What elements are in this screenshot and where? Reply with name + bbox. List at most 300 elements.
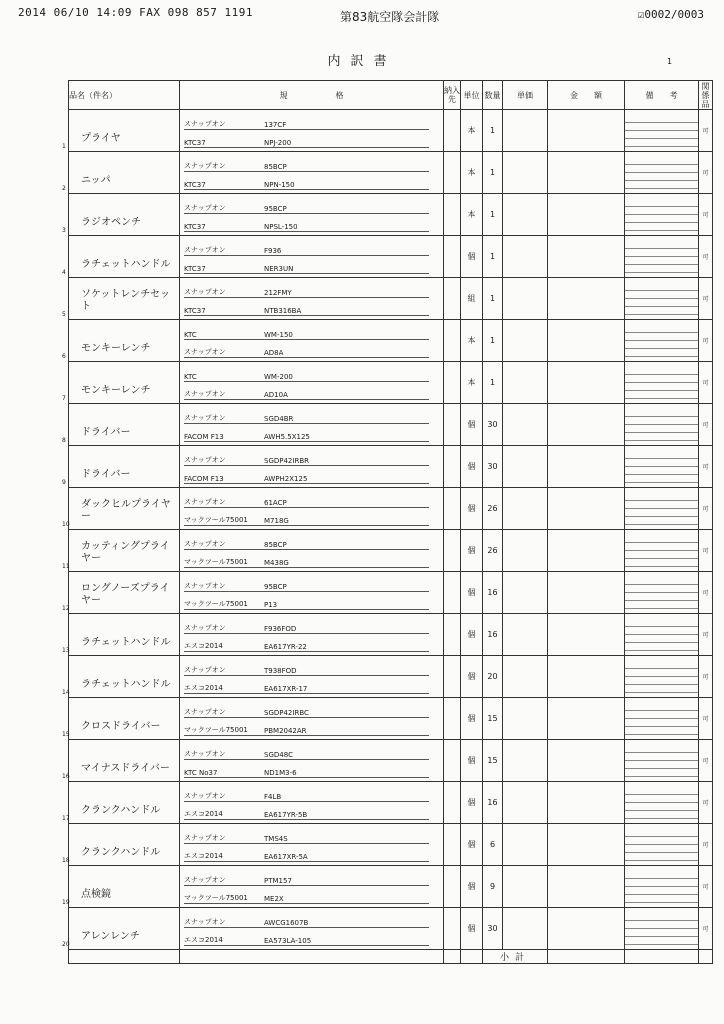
item-price-cell	[503, 320, 548, 362]
item-qty: 16	[483, 572, 503, 614]
item-name: モンキーレンチ	[81, 385, 151, 396]
item-number: 4	[62, 269, 66, 276]
item-price-cell	[503, 740, 548, 782]
item-spec-cell	[180, 362, 444, 404]
item-name: アレンレンチ	[81, 931, 140, 942]
item-name-cell	[62, 236, 180, 278]
table-row	[69, 866, 713, 908]
item-name-cell	[62, 110, 180, 152]
item-note-cell	[625, 404, 699, 446]
item-unit: 本	[461, 152, 483, 194]
item-name-cell	[62, 488, 180, 530]
item-number: 5	[62, 311, 66, 318]
item-remark: 可	[699, 908, 713, 950]
item-name-cell	[62, 740, 180, 782]
spec-line	[184, 384, 429, 400]
item-name: クロスドライバー	[81, 721, 161, 732]
spec-maker: KTC37	[184, 307, 206, 315]
item-note-cell	[625, 110, 699, 152]
item-name: ラチェットハンドル	[81, 679, 171, 690]
item-name-cell	[62, 908, 180, 950]
item-number: 19	[62, 899, 70, 906]
item-spec-cell	[180, 908, 444, 950]
item-number: 16	[62, 773, 70, 780]
item-qty: 1	[483, 152, 503, 194]
item-remark: 可	[699, 656, 713, 698]
spec-line	[184, 846, 429, 862]
item-name-cell	[62, 152, 180, 194]
spec-model: 85BCP	[264, 541, 287, 549]
item-spec-cell	[180, 320, 444, 362]
item-number: 3	[62, 227, 66, 234]
item-qty: 15	[483, 698, 503, 740]
item-number: 14	[62, 689, 70, 696]
item-name: ニッパ	[81, 175, 111, 186]
item-note-cell	[625, 320, 699, 362]
item-note-cell	[625, 656, 699, 698]
table-row	[69, 908, 713, 950]
header-note: 備 考	[625, 81, 699, 110]
spec-maker: スナップオン	[184, 918, 226, 926]
spec-maker: スナップオン	[184, 456, 226, 464]
item-amount-cell	[548, 698, 625, 740]
item-unit: 個	[461, 908, 483, 950]
item-origin-cell	[444, 278, 461, 320]
spec-model: NER3UN	[264, 265, 294, 273]
spec-maker: エスコ2014	[184, 852, 223, 860]
item-origin-cell	[444, 488, 461, 530]
page-number: 1	[667, 57, 673, 66]
item-note-cell	[625, 488, 699, 530]
item-name-cell	[62, 614, 180, 656]
header-qty: 数量	[483, 81, 503, 110]
item-price-cell	[503, 908, 548, 950]
spec-model: EA617XR-5A	[264, 853, 308, 861]
item-unit: 個	[461, 572, 483, 614]
item-price-cell	[503, 404, 548, 446]
subtotal-row	[69, 950, 713, 964]
item-amount-cell	[548, 320, 625, 362]
spec-maker: KTC37	[184, 223, 206, 231]
spec-line	[184, 552, 429, 568]
spec-maker: スナップオン	[184, 540, 226, 548]
item-remark: 可	[699, 404, 713, 446]
spec-model: T938FOD	[264, 667, 297, 675]
item-spec-cell	[180, 614, 444, 656]
item-remark: 可	[699, 614, 713, 656]
spec-line	[184, 240, 429, 256]
spec-maker: マックツール75001	[184, 600, 248, 608]
spec-model: AWCG1607B	[264, 919, 309, 927]
spec-line	[184, 426, 429, 442]
spec-maker: スナップオン	[184, 498, 226, 506]
item-origin-cell	[444, 782, 461, 824]
spec-line	[184, 366, 429, 382]
spec-line	[184, 618, 429, 634]
item-name: ソケットレンチセット	[81, 289, 170, 312]
item-price-cell	[503, 572, 548, 614]
table-row	[69, 110, 713, 152]
item-price-cell	[503, 614, 548, 656]
item-unit: 個	[461, 530, 483, 572]
item-note-cell	[625, 698, 699, 740]
item-name: ラチェットハンドル	[81, 259, 171, 270]
spec-model: ND1M3-6	[264, 769, 297, 777]
spec-maker: エスコ2014	[184, 810, 223, 818]
item-number: 7	[62, 395, 66, 402]
table-row	[69, 824, 713, 866]
spec-maker: スナップオン	[184, 708, 226, 716]
item-name: マイナスドライバー	[81, 763, 170, 774]
item-remark: 可	[699, 530, 713, 572]
spec-line	[184, 636, 429, 652]
spec-maker: スナップオン	[184, 414, 226, 422]
spec-maker: スナップオン	[184, 834, 226, 842]
item-remark: 可	[699, 110, 713, 152]
spec-line	[184, 510, 429, 526]
spec-model: SGDP42IRBC	[264, 709, 309, 717]
spec-line	[184, 678, 429, 694]
spec-line	[184, 492, 429, 508]
item-spec-cell	[180, 656, 444, 698]
item-origin-cell	[444, 320, 461, 362]
spec-model: TMS4S	[264, 835, 288, 843]
spec-model: EA573LA-105	[264, 937, 312, 945]
spec-maker: KTC	[184, 373, 197, 381]
spec-line	[184, 114, 429, 130]
item-origin-cell	[444, 614, 461, 656]
item-unit: 個	[461, 614, 483, 656]
item-price-cell	[503, 824, 548, 866]
spec-line	[184, 744, 429, 760]
spec-model: EA617YR-22	[264, 643, 307, 651]
item-name-cell	[62, 446, 180, 488]
item-name: ドライバー	[81, 469, 131, 480]
spec-maker: FACOM F13	[184, 433, 224, 441]
item-origin-cell	[444, 446, 461, 488]
item-spec-cell	[180, 782, 444, 824]
item-remark: 可	[699, 824, 713, 866]
item-name: ラジオペンチ	[81, 217, 141, 228]
item-remark: 可	[699, 152, 713, 194]
spec-model: AD8A	[264, 349, 284, 357]
spec-maker: スナップオン	[184, 390, 226, 398]
item-qty: 1	[483, 194, 503, 236]
spec-model: EA617XR-17	[264, 685, 308, 693]
item-origin-cell	[444, 194, 461, 236]
table-row	[69, 320, 713, 362]
spec-model: EA617YR-5B	[264, 811, 308, 819]
spec-line	[184, 576, 429, 592]
item-number: 9	[62, 479, 66, 486]
item-name-cell	[62, 698, 180, 740]
item-amount-cell	[548, 782, 625, 824]
item-qty: 16	[483, 614, 503, 656]
item-price-cell	[503, 782, 548, 824]
item-amount-cell	[548, 446, 625, 488]
spec-model: AWH5.5X125	[264, 433, 310, 441]
item-note-cell	[625, 866, 699, 908]
item-number: 10	[62, 521, 70, 528]
spec-model: F936	[264, 247, 282, 255]
spec-maker: KTC No37	[184, 769, 218, 777]
item-origin-cell	[444, 152, 461, 194]
item-origin-cell	[444, 866, 461, 908]
table-row	[69, 194, 713, 236]
page-counter-text: 0002/0003	[644, 8, 704, 21]
item-origin-cell	[444, 824, 461, 866]
item-number: 17	[62, 815, 70, 822]
spec-maker: スナップオン	[184, 120, 226, 128]
item-remark: 可	[699, 236, 713, 278]
spec-model: F4LB	[264, 793, 282, 801]
item-note-cell	[625, 530, 699, 572]
spec-line	[184, 408, 429, 424]
item-origin-cell	[444, 362, 461, 404]
spec-model: P13	[264, 601, 278, 609]
item-price-cell	[503, 488, 548, 530]
item-number: 18	[62, 857, 70, 864]
item-number: 8	[62, 437, 66, 444]
table-row	[69, 362, 713, 404]
header-remark: 関係品	[699, 81, 713, 110]
spec-maker: マックツール75001	[184, 516, 248, 524]
table-row	[69, 656, 713, 698]
item-name: プライヤ	[81, 133, 121, 144]
item-unit: 個	[461, 698, 483, 740]
spec-maker: マックツール75001	[184, 726, 248, 734]
item-number: 20	[62, 941, 70, 948]
spec-maker: スナップオン	[184, 348, 226, 356]
spec-maker: エスコ2014	[184, 684, 223, 692]
item-remark: 可	[699, 320, 713, 362]
item-unit: 本	[461, 320, 483, 362]
table-row	[69, 446, 713, 488]
spec-model: PTM157	[264, 877, 292, 885]
spec-maker: KTC37	[184, 265, 206, 273]
item-qty: 16	[483, 782, 503, 824]
item-name-cell	[62, 530, 180, 572]
item-spec-cell	[180, 404, 444, 446]
spec-line	[184, 702, 429, 718]
spec-maker: FACOM F13	[184, 475, 224, 483]
table-row	[69, 152, 713, 194]
item-note-cell	[625, 152, 699, 194]
spec-line	[184, 300, 429, 316]
spec-line	[184, 804, 429, 820]
spec-maker: KTC37	[184, 139, 206, 147]
item-name: ダックヒルプライヤー	[81, 499, 171, 522]
spec-line	[184, 660, 429, 676]
item-name: クランクハンドル	[81, 847, 161, 858]
item-spec-cell	[180, 824, 444, 866]
table-row	[69, 572, 713, 614]
item-remark: 可	[699, 572, 713, 614]
item-spec-cell	[180, 530, 444, 572]
item-remark: 可	[699, 782, 713, 824]
item-spec-cell	[180, 236, 444, 278]
spec-line	[184, 216, 429, 232]
item-amount-cell	[548, 152, 625, 194]
item-price-cell	[503, 110, 548, 152]
spec-maker: KTC	[184, 331, 197, 339]
item-name-cell	[62, 824, 180, 866]
spec-model: NPSL-150	[264, 223, 298, 231]
item-number: 12	[62, 605, 70, 612]
table-row	[69, 698, 713, 740]
item-amount-cell	[548, 236, 625, 278]
item-spec-cell	[180, 152, 444, 194]
document-title: 内訳書	[327, 54, 397, 69]
spec-line	[184, 156, 429, 172]
item-spec-cell	[180, 488, 444, 530]
spec-model: ME2X	[264, 895, 284, 903]
item-amount-cell	[548, 656, 625, 698]
item-amount-cell	[548, 824, 625, 866]
item-origin-cell	[444, 404, 461, 446]
item-price-cell	[503, 194, 548, 236]
item-note-cell	[625, 446, 699, 488]
item-amount-cell	[548, 614, 625, 656]
spec-model: AD10A	[264, 391, 288, 399]
item-number: 15	[62, 731, 70, 738]
spec-line	[184, 930, 429, 946]
item-name-cell	[62, 572, 180, 614]
spec-line	[184, 534, 429, 550]
fax-header-line: 2014 06/10 14:09 FAX 098 857 1191	[18, 6, 254, 19]
item-note-cell	[625, 362, 699, 404]
item-name-cell	[62, 194, 180, 236]
item-qty: 30	[483, 404, 503, 446]
spec-maker: マックツール75001	[184, 894, 248, 902]
item-note-cell	[625, 278, 699, 320]
table-row	[69, 740, 713, 782]
spec-model: NPN-150	[264, 181, 295, 189]
spec-line	[184, 282, 429, 298]
organization-name: 第83航空隊会計隊	[340, 10, 440, 24]
item-qty: 1	[483, 110, 503, 152]
item-qty: 1	[483, 278, 503, 320]
spec-model: 212FMY	[264, 289, 292, 297]
fax-check-icon: ☑	[637, 8, 645, 21]
spec-model: 61ACP	[264, 499, 287, 507]
item-note-cell	[625, 194, 699, 236]
item-name-cell	[62, 656, 180, 698]
spec-maker: エスコ2014	[184, 936, 223, 944]
item-unit: 個	[461, 236, 483, 278]
item-name-cell	[62, 782, 180, 824]
item-number: 13	[62, 647, 70, 654]
spec-line	[184, 828, 429, 844]
item-amount-cell	[548, 194, 625, 236]
item-origin-cell	[444, 110, 461, 152]
item-spec-cell	[180, 740, 444, 782]
spec-model: M718G	[264, 517, 289, 525]
item-unit: 個	[461, 656, 483, 698]
spec-line	[184, 888, 429, 904]
item-unit: 本	[461, 110, 483, 152]
item-spec-cell	[180, 698, 444, 740]
table-row	[69, 404, 713, 446]
table-row	[69, 614, 713, 656]
item-price-cell	[503, 278, 548, 320]
item-remark: 可	[699, 698, 713, 740]
item-amount-cell	[548, 740, 625, 782]
spec-line	[184, 762, 429, 778]
item-qty: 15	[483, 740, 503, 782]
item-spec-cell	[180, 194, 444, 236]
item-origin-cell	[444, 530, 461, 572]
item-remark: 可	[699, 278, 713, 320]
spec-maker: スナップオン	[184, 582, 226, 590]
item-number: 6	[62, 353, 66, 360]
spec-model: SGDP42IRBR	[264, 457, 309, 465]
item-name: ドライバー	[81, 427, 131, 438]
spec-model: 95BCP	[264, 583, 287, 591]
item-name-cell	[62, 320, 180, 362]
spec-maker: スナップオン	[184, 246, 226, 254]
item-amount-cell	[548, 488, 625, 530]
item-spec-cell	[180, 866, 444, 908]
spec-maker: マックツール75001	[184, 558, 248, 566]
item-price-cell	[503, 236, 548, 278]
table-row	[69, 782, 713, 824]
header-price: 単価	[503, 81, 548, 110]
spec-maker: KTC37	[184, 181, 206, 189]
spec-model: 85BCP	[264, 163, 287, 171]
spec-maker: スナップオン	[184, 876, 226, 884]
item-number: 1	[62, 143, 66, 150]
spec-maker: スナップオン	[184, 624, 226, 632]
item-amount-cell	[548, 530, 625, 572]
spec-line	[184, 786, 429, 802]
item-origin-cell	[444, 908, 461, 950]
item-qty: 26	[483, 530, 503, 572]
item-number: 2	[62, 185, 66, 192]
subtotal-label: 小計	[483, 950, 548, 964]
table-row	[69, 236, 713, 278]
spec-model: M438G	[264, 559, 289, 567]
item-qty: 26	[483, 488, 503, 530]
spec-model: SGD48C	[264, 751, 294, 759]
item-spec-cell	[180, 278, 444, 320]
item-origin-cell	[444, 656, 461, 698]
item-name-cell	[62, 362, 180, 404]
spec-line	[184, 870, 429, 886]
item-qty: 1	[483, 236, 503, 278]
item-remark: 可	[699, 488, 713, 530]
spec-line	[184, 912, 429, 928]
spec-line	[184, 468, 429, 484]
spec-model: 137CF	[264, 121, 287, 129]
item-unit: 個	[461, 782, 483, 824]
item-amount-cell	[548, 110, 625, 152]
item-unit: 個	[461, 446, 483, 488]
item-name-cell	[62, 278, 180, 320]
item-qty: 20	[483, 656, 503, 698]
spec-model: PBM2042AR	[264, 727, 307, 735]
spec-model: NTB316BA	[264, 307, 302, 315]
item-remark: 可	[699, 194, 713, 236]
item-origin-cell	[444, 572, 461, 614]
item-name: クランクハンドル	[81, 805, 161, 816]
item-note-cell	[625, 782, 699, 824]
header-origin: 納入先	[444, 81, 461, 110]
item-note-cell	[625, 824, 699, 866]
item-price-cell	[503, 656, 548, 698]
item-unit: 個	[461, 488, 483, 530]
spec-maker: エスコ2014	[184, 642, 223, 650]
